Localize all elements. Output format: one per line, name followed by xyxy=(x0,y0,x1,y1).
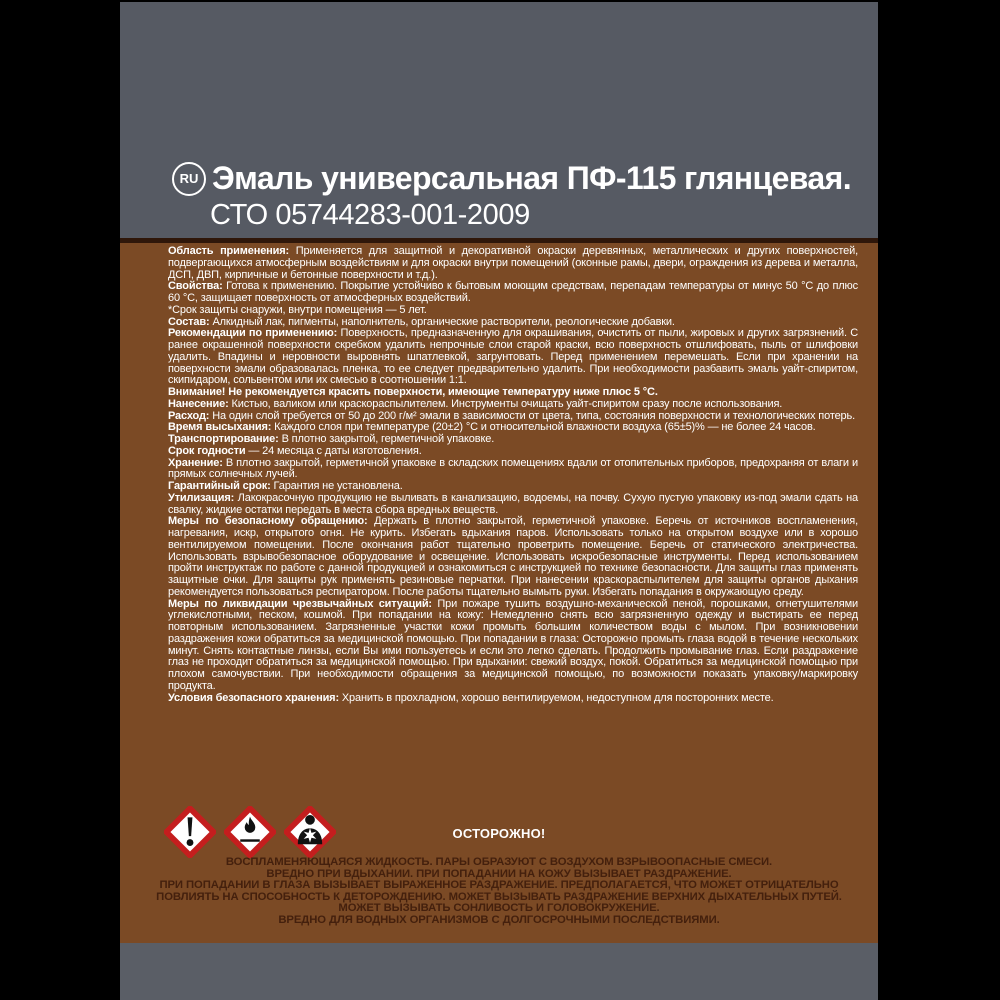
standard-number: СТО 05744283-001-2009 xyxy=(210,199,530,231)
hazard-statements xyxy=(120,857,878,927)
hazard-statement-line: ПОВЛИЯТЬ НА СПОСОБНОСТЬ К ДЕТОРОЖДЕНИЮ. МОЖЕТ ВЫЗЫВАТЬ РАЗДРАЖЕНИЕ ВЕРХНИХ ДЫХАТЕЛЬНЫХ ПУТЕЙ. xyxy=(156,890,842,903)
hazard-statement-line: ВРЕДНО ДЛЯ ВОДНЫХ ОРГАНИЗМОВ С ДОЛГОСРОЧНЫМИ ПОСЛЕДСТВИЯМИ. xyxy=(278,913,720,926)
hazard-statement-line: МОЖЕТ ВЫЗЫВАТЬ СОНЛИВОСТЬ И ГОЛОВОКРУЖЕНИЕ. xyxy=(338,902,660,915)
caution-heading: ОСТОРОЖНО! xyxy=(452,826,546,841)
paragraph-emergency-measures: Меры по ликвидации чрезвычайных ситуаций: При пожаре тушить воздушно-механической пеной, порошками, огнетушителями углекислотными, песком, кошмой. При попадании на кожу: Немедленно снять всю загрязненную одежду и выстирать ее перед повторным использованием. Загрязненные участки кожи промыть большим количеством воды с мылом. При возникновении раздражения кожи обратиться за медицинской помощью. При попадании в глаза: Осторожно промыть глаза водой в течение нескольких минут. Снять контактные линзы, если Вы ими пользуетесь и если это легко сделать. Продолжить промывание глаз. Если раздражение глаз не проходит обратиться за медицинской помощью. При вдыхании: свежий воздух, покой. Обратиться за медицинской помощью при плохом самочувствии. При необходимости обращения за медицинской помощью, по возможности показать упаковку/маркировку продукта. xyxy=(168,597,858,692)
paragraph-application: Область применения: Применяется для защитной и декоративной окраски деревянных, металлических и других поверхностей, подвергающихся атмосферным воздействиям и для окраски внутри помещений (оконные рамы, двери, ограждения из дерева и металла, ДСП, ДВП, кирпичные и бетонные поверхности и т.д.). xyxy=(168,245,858,281)
label-header xyxy=(120,2,878,238)
paragraph-drying-time: Время высыхания: Каждого слоя при температуре (20±2) °С и относительной влажности воздуха (65±5)% — не более 24 часов. xyxy=(168,421,816,434)
paragraph-safety-measures: Меры по безопасному обращению: Держать в плотно закрытой, герметичной упаковке. Беречь от источников воспламенения, нагревания, искр, открытого огня. Не курить. Избегать вдыхания паров. Использовать только на открытом воздухе или в хорошо вентилируемом помещении. После окончания работ тщательно проветрить помещение. Беречь от статического электричества. Использовать взрывобезопасное оборудование и освещение. Использовать искробезопасные инструменты. Перед использованием пройти инструктаж по работе с данной продукцией и ознакомиться с инструкцией по технике безопасности. Для защиты глаз применять защитные очки. Для защиты рук применять резиновые перчатки. При нанесении краскораспылителем для защиты органов дыхания рекомендуется пользоваться респиратором. После работы тщательно вымыть руки. Избегать попадания в окружающую среду. xyxy=(168,515,859,598)
paragraph-composition: Состав: Алкидный лак, пигменты, наполнитель, органические растворители, реологические добавки. xyxy=(168,315,675,328)
label-footer xyxy=(120,943,878,1000)
hazard-statement-line: ВОСПЛАМЕНЯЮЩАЯСЯ ЖИДКОСТЬ. ПАРЫ ОБРАЗУЮТ С ВОЗДУХОМ ВЗРЫВООПАСНЫЕ СМЕСИ. xyxy=(225,856,773,868)
paragraph-application-method: Нанесение: Кистью, валиком или краскораспылителем. Инструменты очищать уайт-спиритом сразу после использования. xyxy=(168,397,783,410)
hazard-statement-line: ВРЕДНО ПРИ ВДЫХАНИИ. ПРИ ПОПАДАНИИ НА КОЖУ ВЫЗЫВАЕТ РАЗДРАЖЕНИЕ. xyxy=(266,867,732,880)
paragraph-attention: Внимание! Не рекомендуется красить поверхности, имеющие температуру ниже плюс 5 °С. xyxy=(168,386,658,398)
ru-certification-icon: RU xyxy=(172,162,206,196)
paragraph-protection-term: *Срок защиты снаружи, внутри помещения — 5 лет. xyxy=(168,303,427,316)
paragraph-disposal: Утилизация: Лакокрасочную продукцию не выливать в канализацию, водоемы, на почву. Сухую пустую упаковку из-под эмали сдать на свалку, жидкие остатки передать в места сбора вредных веществ. xyxy=(168,491,858,516)
description-text xyxy=(168,246,858,704)
paragraph-consumption: Расход: На один слой требуется от 50 до 200 г/м² эмали в зависимости от цвета, типа, состояния поверхности и технологических потерь. xyxy=(168,409,856,422)
hazard-statement-line: ПРИ ПОПАДАНИИ В ГЛАЗА ВЫЗЫВАЕТ ВЫРАЖЕННОЕ РАЗДРАЖЕНИЕ. ПРЕДПОЛАГАЕТСЯ, ЧТО МОЖЕТ ОТРИЦАТЕЛЬНО xyxy=(159,879,839,892)
paragraph-transport: Транспортирование: В плотно закрытой, герметичной упаковке. xyxy=(168,433,495,445)
paragraph-shelf-life: Срок годности — 24 месяца с даты изготовления. xyxy=(168,444,422,457)
product-title: Эмаль универсальная ПФ-115 глянцевая. xyxy=(212,160,851,196)
product-label xyxy=(120,0,878,1000)
paragraph-properties: Свойства: Готова к применению. Покрытие устойчиво к бытовым моющим средствам, перепадам температуры от минус 50 °С до плюс 60 °С, защищает поверхность от атмосферных воздействий. xyxy=(168,280,858,304)
paragraph-storage: Хранение: В плотно закрытой, герметичной упаковке в складских помещениях вдали от отопительных приборов, предохраняя от влаги и прямых солнечных лучей. xyxy=(168,456,858,481)
title-block xyxy=(172,160,851,232)
label-body xyxy=(120,243,878,943)
paragraph-warranty: Гарантийный срок: Гарантия не установлена. xyxy=(168,480,403,492)
paragraph-safe-storage: Условия безопасного хранения: Хранить в прохладном, хорошо вентилируемом, недоступном для посторонних месте. xyxy=(168,691,774,704)
paragraph-recommendations: Рекомендации по применению: Поверхность, предназначенную для окрашивания, очистить от пыли, жировых и других загрязнений. С ранее окрашенной поверхности скребком удалить непрочные слои старой краски, всю поверхность отшлифовать, пыль от шлифовки удалить. Впадины и неровности выровнять шпатлевкой, загрунтовать. Перед применением перемешать. Если при хранении на поверхности эмали образовалась пленка, то ее следует предварительно удалить. При необходимости разбавить эмаль уайт-спиритом, скипидаром, сольвентом или их смесью в соотношении 1:1. xyxy=(168,327,859,387)
